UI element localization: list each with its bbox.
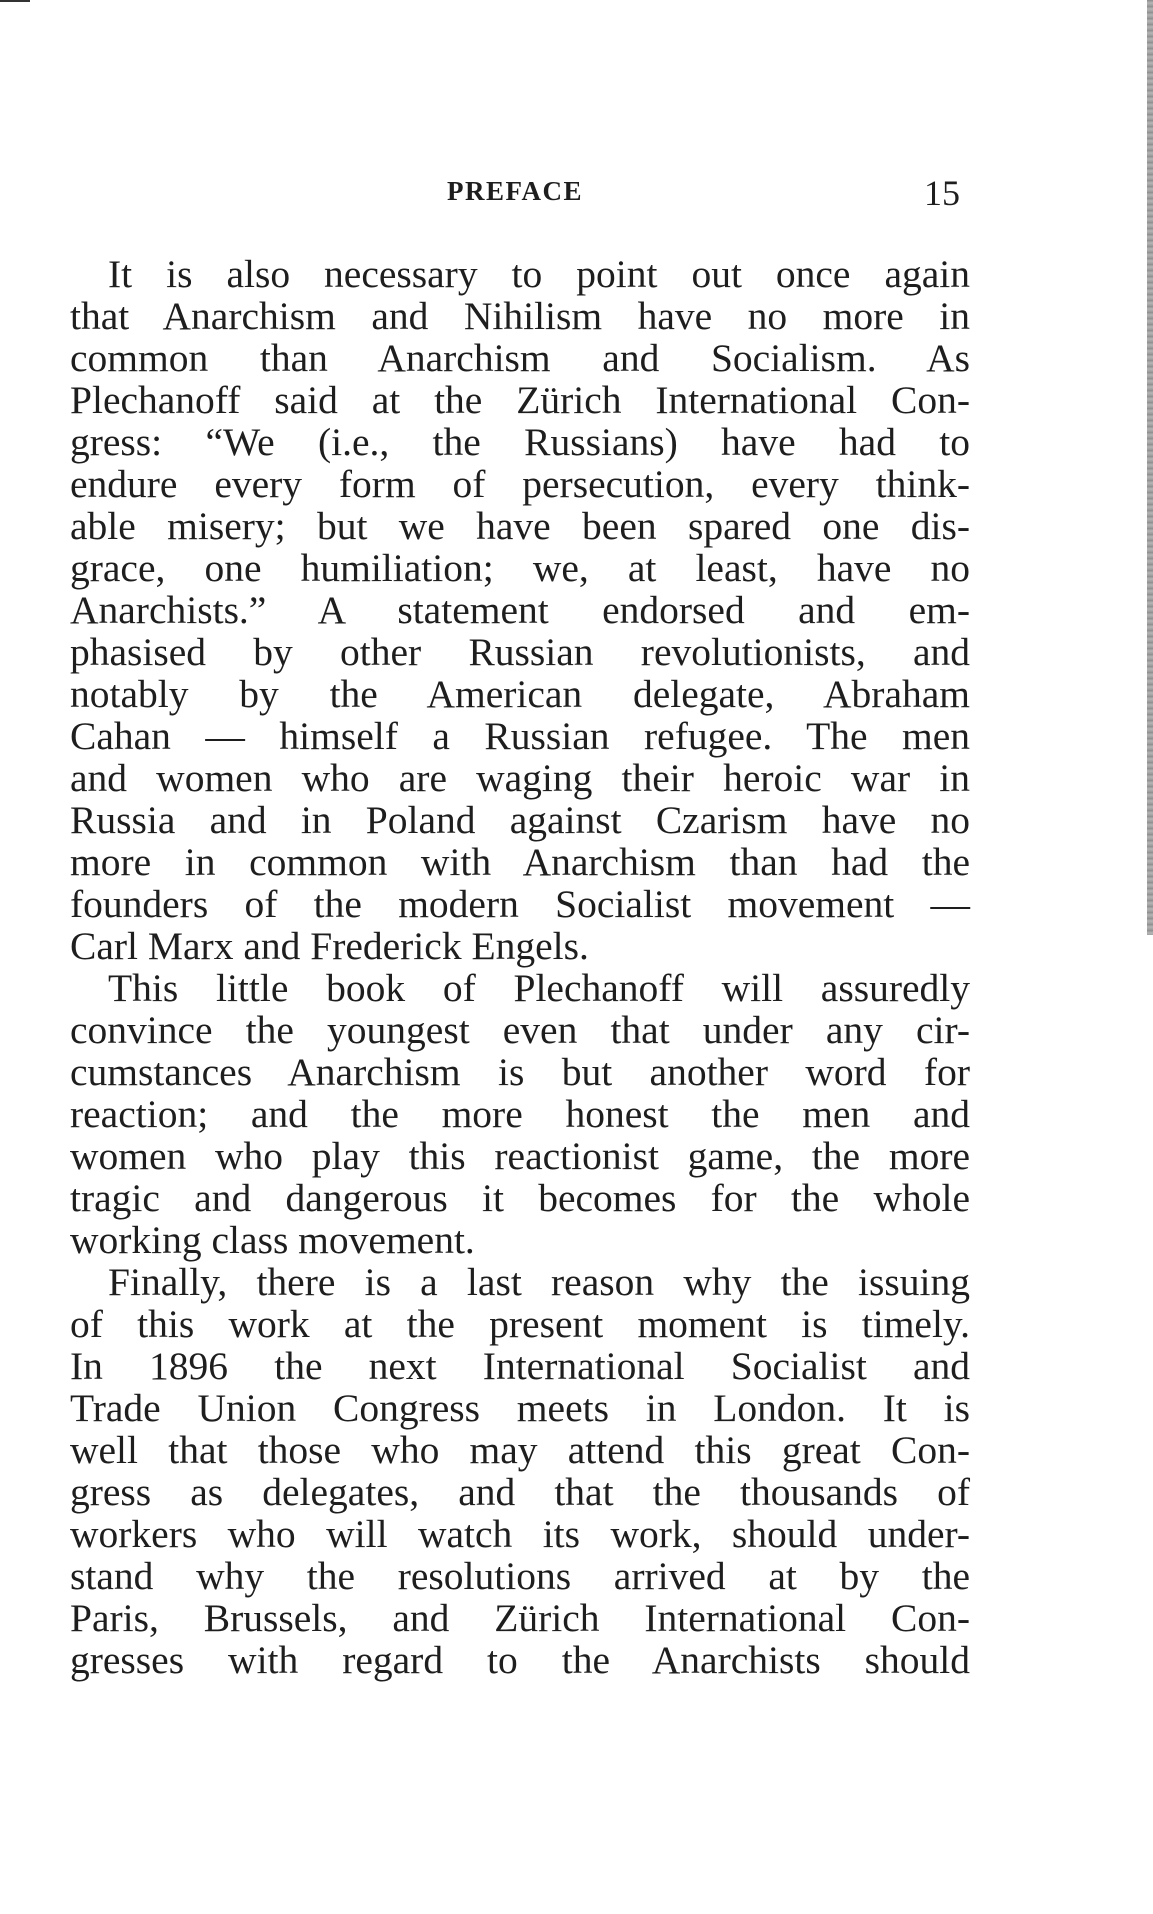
text-line: Carl Marx and Frederick Engels. bbox=[70, 924, 589, 968]
text-line: working class movement. bbox=[70, 1218, 475, 1262]
text-line: It is also necessary to point out once again bbox=[108, 252, 970, 296]
scan-edge-strip bbox=[1147, 0, 1153, 935]
text-line: reaction; and the more honest the men and bbox=[70, 1092, 970, 1136]
text-line: workers who will watch its work, should under- bbox=[70, 1512, 970, 1556]
text-line: stand why the resolutions arrived at by the bbox=[70, 1554, 970, 1598]
text-line: of this work at the present moment is timely. bbox=[70, 1302, 970, 1346]
text-line: able misery; but we have been spared one dis- bbox=[70, 504, 970, 548]
text-line: common than Anarchism and Socialism. As bbox=[70, 336, 970, 380]
text-line: gress as delegates, and that the thousands of bbox=[70, 1470, 970, 1514]
body-text bbox=[70, 253, 970, 1681]
text-line: This little book of Plechanoff will assuredly bbox=[108, 966, 970, 1010]
text-line: founders of the modern Socialist movement — bbox=[70, 882, 970, 926]
page-header bbox=[70, 173, 960, 216]
text-line: Finally, there is a last reason why the issuing bbox=[108, 1260, 970, 1304]
text-line: more in common with Anarchism than had the bbox=[70, 840, 970, 884]
text-line: Paris, Brussels, and Zürich International Con- bbox=[70, 1596, 970, 1640]
text-line: cumstances Anarchism is but another word for bbox=[70, 1050, 970, 1094]
text-line: that Anarchism and Nihilism have no more in bbox=[70, 294, 970, 338]
text-line: Russia and in Poland against Czarism have no bbox=[70, 798, 970, 842]
text-line: tragic and dangerous it becomes for the whole bbox=[70, 1176, 970, 1220]
text-line: In 1896 the next International Socialist and bbox=[70, 1344, 970, 1388]
scan-corner-mark bbox=[0, 0, 30, 2]
text-line: phasised by other Russian revolutionists, and bbox=[70, 630, 970, 674]
text-line: grace, one humiliation; we, at least, have no bbox=[70, 546, 970, 590]
text-line: convince the youngest even that under any cir- bbox=[70, 1008, 970, 1052]
text-line: Cahan — himself a Russian refugee. The men bbox=[70, 714, 970, 758]
text-line: gress: “We (i.e., the Russians) have had to bbox=[70, 420, 970, 464]
text-line: gresses with regard to the Anarchists should bbox=[70, 1638, 970, 1682]
text-line: women who play this reactionist game, the more bbox=[70, 1134, 970, 1178]
text-line: notably by the American delegate, Abraham bbox=[70, 672, 970, 716]
text-line: Plechanoff said at the Zürich International Con- bbox=[70, 378, 970, 422]
text-line: well that those who may attend this great Con- bbox=[70, 1428, 970, 1472]
text-line: Trade Union Congress meets in London. It is bbox=[70, 1386, 970, 1430]
running-title: PREFACE bbox=[447, 176, 583, 206]
text-line: Anarchists.” A statement endorsed and em- bbox=[70, 588, 970, 632]
text-line: and women who are waging their heroic war in bbox=[70, 756, 970, 800]
page-number: 15 bbox=[924, 173, 960, 213]
text-line: endure every form of persecution, every think- bbox=[70, 462, 970, 506]
